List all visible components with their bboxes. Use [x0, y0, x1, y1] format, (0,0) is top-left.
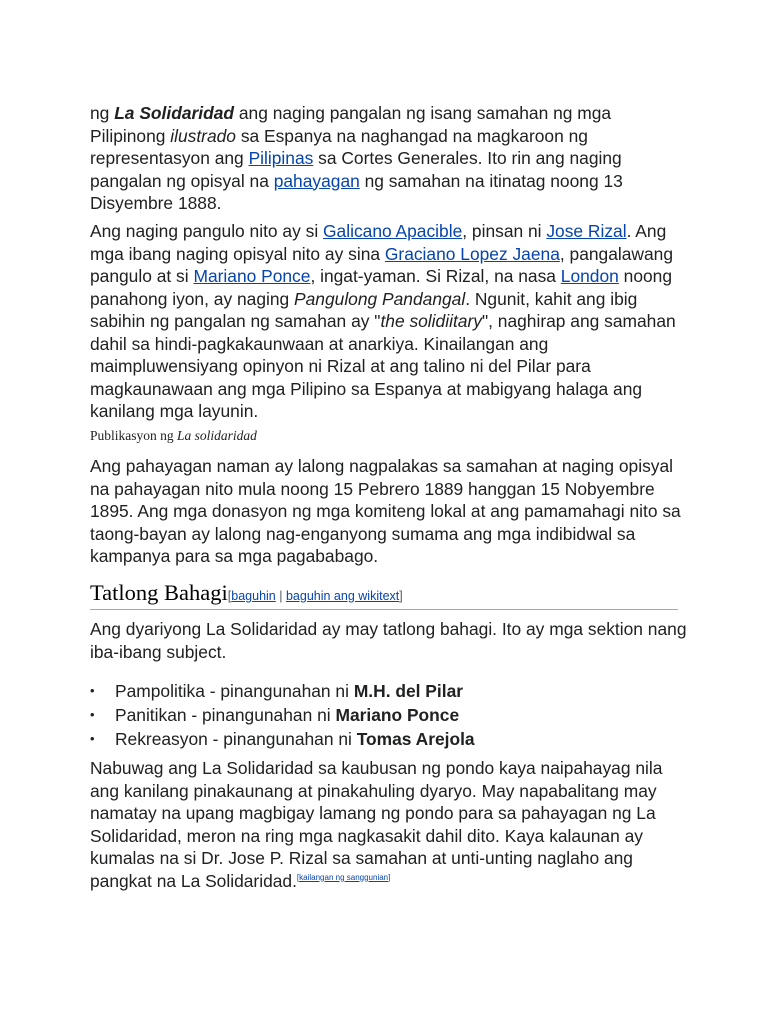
section-heading	[90, 580, 678, 610]
list-item-text: Pampolitika - pinangunahan ni	[115, 681, 354, 701]
text: Ang naging pangulo nito ay si	[90, 221, 324, 241]
text: . Ang mga ibang naging opisyal nito ay sina	[90, 221, 667, 264]
edit-section	[228, 589, 403, 603]
link-galicano-apacible[interactable]: Galicano Apacible	[323, 221, 463, 241]
list-item-text: Panitikan - pinangunahan ni	[115, 705, 336, 725]
list-item	[90, 727, 475, 751]
text: , pinsan ni	[462, 221, 547, 241]
text: , pangalawang pangulo at si	[90, 243, 674, 286]
citation-needed-link[interactable]: kailangan ng sanggunian	[299, 872, 389, 882]
list-item-name: M.H. del Pilar	[353, 681, 464, 701]
paragraph-parts: Ang dyariyong La Solidaridad ay may tatlong bahagi. Ito ay mga sektion nang iba-ibang subject.	[90, 619, 687, 662]
list-item	[90, 703, 475, 727]
link-pilipinas[interactable]: Pilipinas	[248, 148, 314, 168]
edit-source-link[interactable]: baguhin ang wikitext	[285, 589, 400, 603]
link-mariano-ponce[interactable]: Mariano Ponce	[193, 266, 311, 286]
paragraph-officers	[90, 220, 690, 423]
paragraph-publication: Ang pahayagan naman ay lalong nagpalakas sa samahan at naging opisyal na pahayagan nito mula noong 15 Pebrero 1889 hanggan 15 Nobyembre 1895. Ang mga donasyon ng mga komiteng lokal at ang pamamahagi nito sa taong-bayan ay lalong nag-enganyong sumama ang mga indibidwal sa kampanya para sa mga pagababago.	[90, 456, 681, 566]
section-title: Tatlong Bahagi	[90, 580, 228, 605]
citation-needed	[297, 873, 390, 882]
text: noong panahong iyon, ay naging	[90, 266, 673, 309]
bracket: ]	[388, 872, 391, 882]
separator: |	[275, 589, 286, 603]
text: Nabuwag ang La Solidaridad sa kaubusan ng pondo kaya naipahayag nila ang kanilang pinakaunang at pinakahuling dyaryo. May napabalitang may namatay na upang magbigay lamang ng pondo para sa pahayagan ng La Solidaridad, meron na ring mga nagkasakit dahil dito. Kaya kalaunan ay kumalas na si Dr. Jose P. Rizal sa samahan at unti-unting naglaho ang pangkat na La Solidaridad.	[90, 758, 663, 891]
bullet: •	[90, 683, 95, 698]
text: , ingat-yaman. Si Rizal, na nasa	[310, 266, 561, 286]
bracket: ]	[399, 589, 403, 603]
caption-italic: La solidaridad	[177, 428, 257, 443]
link-london[interactable]: London	[560, 266, 619, 286]
bullet: •	[90, 707, 95, 722]
bracket: [	[227, 589, 232, 603]
parts-list	[90, 679, 475, 751]
italic-term: the solidiitary	[380, 311, 482, 331]
text: ", naghirap ang samahan dahil sa hindi-pagkakaunwaan at anarkiya. Kinailangan ang maimpluwensiyang opinyon ni Rizal at ang talino ni del Pilar para magkaunawaan ang mga Pilipino sa Espanya at mabigyang halaga ang kanilang mga layunin.	[90, 311, 676, 421]
text: sa Cortes Generales. Ito rin ang naging pangalan ng opisyal na	[90, 148, 622, 191]
caption-text: Publikasyon ng	[90, 428, 178, 443]
image-caption	[90, 428, 257, 444]
list-item	[90, 679, 475, 703]
text: ng	[90, 103, 115, 123]
bracket: [	[296, 872, 300, 882]
list-item-name: Mariano Ponce	[335, 705, 460, 725]
list-item-name: Tomas Arejola	[356, 729, 475, 749]
text: ang naging pangalan ng isang samahan ng mga Pilipinong	[90, 103, 612, 146]
text: ng samahan na itinatag noong 13 Disyembre 1888.	[90, 170, 623, 213]
text: . Ngunit, kahit ang ibig sabihin ng pangalan ng samahan ay "	[90, 288, 638, 331]
bullet: •	[90, 731, 95, 746]
paragraph-intro	[90, 102, 690, 215]
paragraph-dissolution	[90, 757, 690, 892]
link-graciano-lopez-jaena[interactable]: Graciano Lopez Jaena	[384, 243, 560, 264]
edit-link[interactable]: baguhin	[231, 589, 276, 603]
italic-term: Pangulong Pandangal	[294, 288, 466, 309]
italic-term: ilustrado	[170, 125, 236, 146]
text: sa Espanya na naghangad na magkaroon ng representasyon ang	[90, 125, 588, 168]
link-pahayagan[interactable]: pahayagan	[273, 170, 360, 191]
bold-title: La Solidaridad	[114, 103, 235, 123]
link-jose-rizal[interactable]: Jose Rizal	[546, 221, 627, 241]
list-item-text: Rekreasyon - pinangunahan ni	[115, 729, 357, 749]
